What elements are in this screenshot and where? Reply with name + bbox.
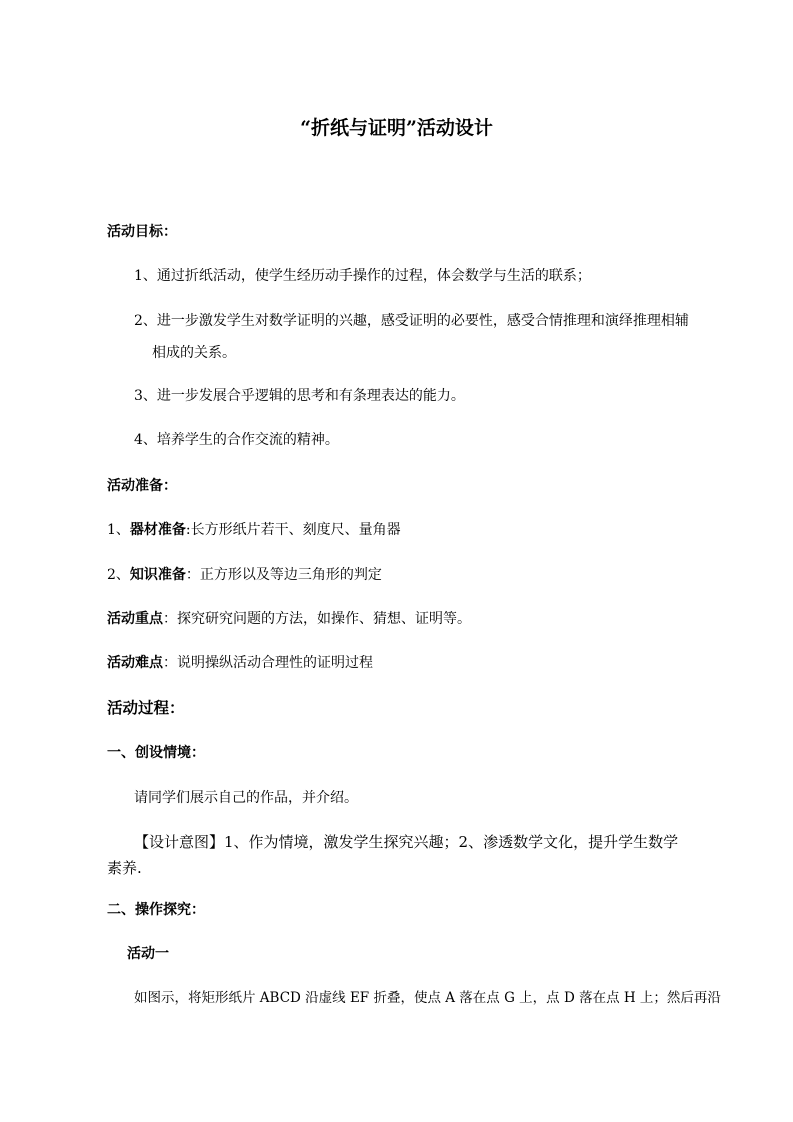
document-title: “折纸与证明”活动设计 (300, 117, 493, 139)
process-heading: 活动过程： (107, 698, 185, 717)
activity-one-text: 如图示，将矩形纸片 ABCD 沿虚线 EF 折叠，使点 A 落在点 G 上，点 D 落在点 H 上；然后再沿 (134, 990, 721, 1006)
goal-item-4: 4、培养学生的合作交流的精神。 (134, 432, 339, 448)
difficulty (107, 654, 373, 672)
preparation-heading: 活动准备： (107, 478, 177, 494)
goal-item-2: 2、进一步激发学生对数学证明的兴趣，感受证明的必要性，感受合情推理和演绎推理相辅 (134, 313, 689, 329)
preparation-item-1-text: :长方形纸片若干、刻度尺、量角器 (185, 522, 401, 538)
design-intent-line-2: 素养. (107, 859, 142, 877)
design-intent-line-1: 【设计意图】1、作为情境，激发学生探究兴趣；2、渗透数学文化，提升学生数学 (134, 833, 679, 851)
preparation-item-2-label: 知识准备 (129, 567, 186, 583)
preparation-item-2-prefix: 2、 (107, 567, 130, 583)
section-1-text: 请同学们展示自己的作品，并介绍。 (134, 790, 358, 806)
preparation-item-1-label: 器材准备 (129, 522, 186, 538)
preparation-item-1 (107, 521, 401, 539)
preparation-item-2 (107, 566, 382, 584)
activity-one-title: 活动一 (127, 946, 169, 962)
difficulty-text: ：说明操纵活动合理性的证明过程 (163, 655, 373, 671)
section-1-heading: 一、创设情境： (107, 745, 205, 761)
goal-item-3: 3、进一步发展合乎逻辑的思考和有条理表达的能力。 (134, 388, 465, 404)
goals-heading: 活动目标： (107, 224, 177, 240)
preparation-item-1-prefix: 1、 (107, 522, 130, 538)
goal-item-1: 1、通过折纸活动，使学生经历动手操作的过程，体会数学与生活的联系； (134, 268, 591, 284)
key-point (107, 610, 471, 628)
section-2-heading: 二、操作探究： (107, 902, 205, 918)
difficulty-label: 活动难点 (107, 655, 163, 671)
key-point-text: ：探究研究问题的方法，如操作、猜想、证明等。 (163, 611, 471, 627)
preparation-item-2-text: ：正方形以及等边三角形的判定 (185, 567, 382, 583)
key-point-label: 活动重点 (107, 611, 163, 627)
goal-item-2-continued: 相成的关系。 (152, 345, 236, 361)
